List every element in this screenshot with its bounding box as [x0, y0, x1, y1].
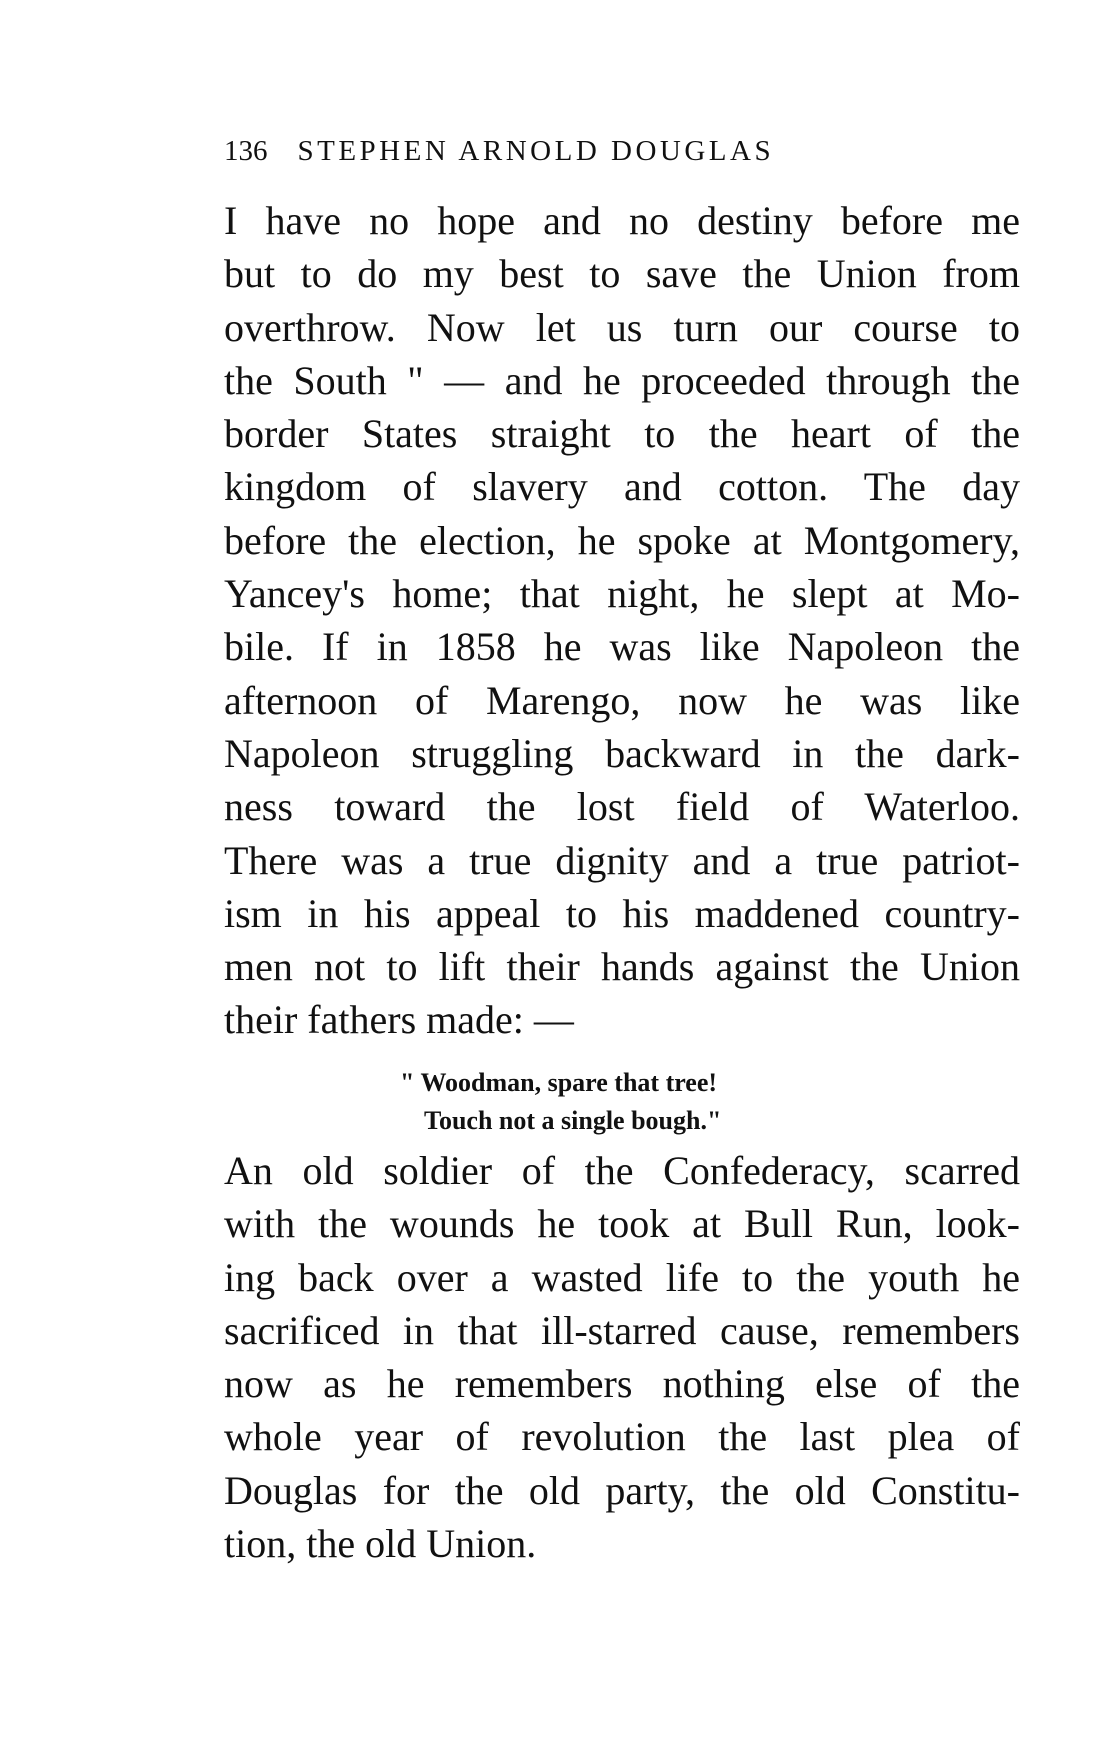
- text-line: sacrificed in that ill-starred cause, remembers: [224, 1307, 1020, 1353]
- text-line: Yancey's home; that night, he slept at Mo-: [224, 571, 1020, 617]
- text-line: I have no hope and no destiny before me: [224, 198, 1020, 243]
- text-line: Napoleon struggling backward in the dark-: [224, 730, 1020, 776]
- running-head: [224, 134, 1024, 168]
- paragraph-2: [224, 1144, 1020, 1570]
- text-line: but to do my best to save the Union from: [224, 251, 1020, 297]
- text-line: now as he remembers nothing else of the: [224, 1361, 1020, 1407]
- text-line: men not to lift their hands against the Union: [224, 944, 1020, 990]
- text-line: overthrow. Now let us turn our course to: [224, 304, 1020, 350]
- verse-quotation: [400, 1064, 721, 1140]
- text-line: their fathers made: —: [224, 997, 574, 1043]
- text-line: afternoon of Marengo, now he was like: [224, 677, 1020, 723]
- page-number: 136: [224, 135, 268, 167]
- text-line: ness toward the lost field of Waterloo.: [224, 784, 1020, 830]
- verse-line: " Woodman, spare that tree!: [400, 1068, 718, 1097]
- verse-line: Touch not a single bough.": [424, 1106, 722, 1135]
- text-line: There was a true dignity and a true patriot-: [224, 837, 1020, 883]
- text-line: An old soldier of the Confederacy, scarred: [224, 1148, 1020, 1193]
- text-line: border States straight to the heart of the: [224, 411, 1020, 457]
- text-line: ing back over a wasted life to the youth he: [224, 1254, 1020, 1300]
- text-line: before the election, he spoke at Montgomery,: [224, 517, 1020, 563]
- text-line: the South " — and he proceeded through the: [224, 357, 1020, 403]
- text-line: whole year of revolution the last plea of: [224, 1414, 1020, 1460]
- text-line: ism in his appeal to his maddened country-: [224, 890, 1020, 936]
- text-line: Douglas for the old party, the old Constitu-: [224, 1467, 1020, 1513]
- paragraph-1: [224, 194, 1020, 1047]
- text-line: bile. If in 1858 he was like Napoleon the: [224, 624, 1020, 670]
- text-line: with the wounds he took at Bull Run, look-: [224, 1201, 1020, 1247]
- text-line: tion, the old Union.: [224, 1521, 537, 1567]
- running-title: STEPHEN ARNOLD DOUGLAS: [297, 135, 775, 167]
- text-line: kingdom of slavery and cotton. The day: [224, 464, 1020, 510]
